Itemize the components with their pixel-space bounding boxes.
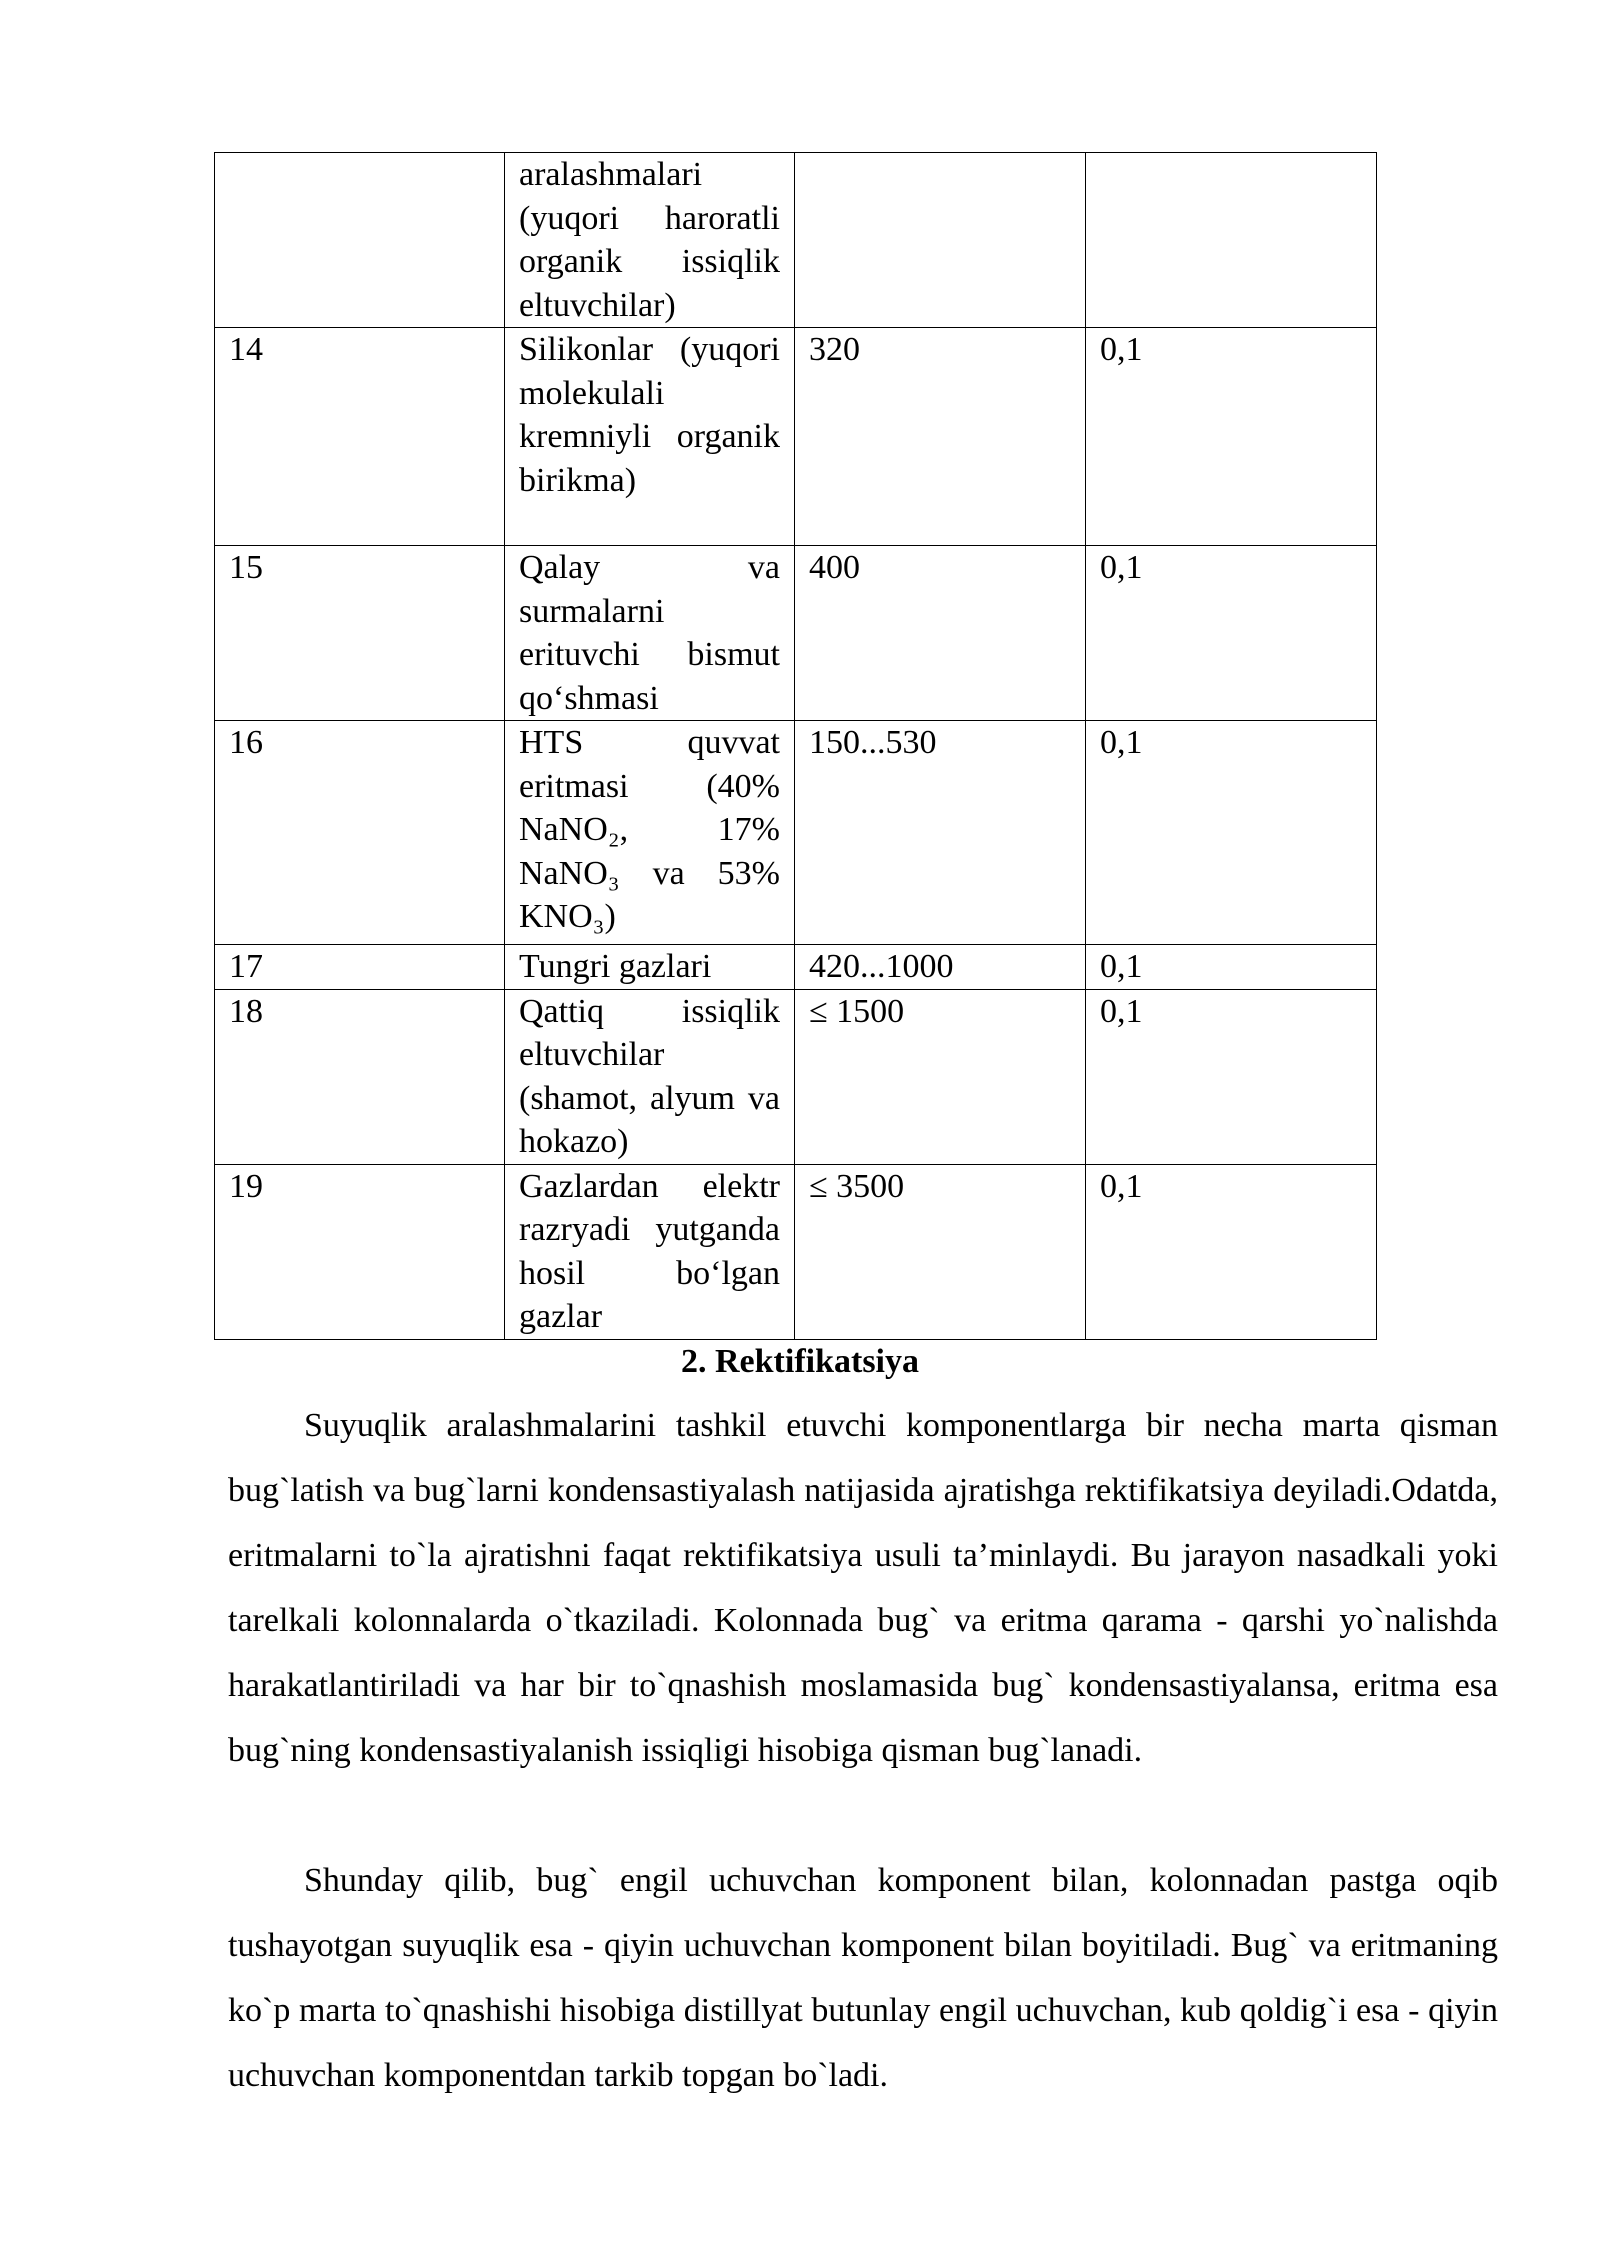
cell-pressure	[1086, 153, 1377, 328]
cell-substance-text: HTS quvvat eritmasi (40% NaNO₂, 17% NaNO₃ va 53% KNO₃)	[519, 724, 780, 935]
cell-number: 15	[215, 546, 505, 721]
cell-number: 18	[215, 989, 505, 1164]
cell-substance	[505, 721, 795, 945]
cell-pressure: 0,1	[1086, 328, 1377, 546]
heat-carrier-table	[214, 152, 1377, 1340]
cell-temperature	[795, 153, 1086, 328]
body-paragraph: Suyuqlik aralashmalarini tashkil etuvchi komponentlarga bir necha marta qisman bug`latish va bug`larni kondensastiyalash natijasida ajratishga rektifikatsiya deyiladi.Odatda, eritmalarni to`la ajratishni faqat rektifikatsiya usuli ta’minlaydi. Bu jarayon nasadkali yoki tarelkali kolonnalarda o`tkaziladi. Kolonnada bug` va eritma qarama - qarshi yo`nalishda harakatlantiriladi va har bir to`qnashish moslamasida bug` kondensastiyalansa, eritma esa bug`ning kondensastiyalanish issiqligi hisobiga qisman bug`lanadi.	[228, 1407, 1498, 1769]
table-row	[215, 721, 1377, 945]
cell-substance	[505, 546, 795, 721]
cell-pressure: 0,1	[1086, 1164, 1377, 1339]
cell-temperature: ≤ 3500	[795, 1164, 1086, 1339]
cell-substance	[505, 1164, 795, 1339]
table-row	[215, 1164, 1377, 1339]
body-paragraph: Shunday qilib, bug` engil uchuvchan komponent bilan, kolonnadan pastga oqib tushayotgan suyuqlik esa - qiyin uchuvchan komponent bilan boyitiladi. Bug` va eritmaning ko`p marta to`qnashishi hisobiga distillyat butunlay engil uchuvchan, kub qoldig`i esa - qiyin uchuvchan komponentdan tarkib topgan bo`ladi.	[228, 1862, 1498, 2094]
cell-number: 17	[215, 945, 505, 990]
cell-pressure: 0,1	[1086, 989, 1377, 1164]
cell-number: 14	[215, 328, 505, 546]
table-row	[215, 546, 1377, 721]
cell-substance-text: Tungri gazlari	[519, 948, 712, 985]
cell-number	[215, 153, 505, 328]
cell-number: 19	[215, 1164, 505, 1339]
cell-pressure: 0,1	[1086, 546, 1377, 721]
cell-substance-text: Qattiq issiqlik eltuvchilar (shamot, alyum va hokazo)	[519, 992, 780, 1160]
cell-temperature: 420...1000	[795, 945, 1086, 990]
cell-temperature: 400	[795, 546, 1086, 721]
cell-substance-text: Gazlardan elektr razryadi yutganda hosil bo‘lgan gazlar	[519, 1167, 780, 1335]
table-row	[215, 153, 1377, 328]
table-row	[215, 328, 1377, 546]
cell-substance	[505, 989, 795, 1164]
cell-substance-text: aralashmalari (yuqori haroratli organik issiqlik eltuvchilar)	[519, 156, 780, 324]
cell-substance-text: Qalay va surmalarni erituvchi bismut qo‘shmasi	[519, 549, 780, 717]
cell-substance-text: Silikonlar (yuqori molekulali kremniyli organik birikma)	[519, 331, 780, 499]
cell-pressure: 0,1	[1086, 721, 1377, 945]
cell-temperature: 320	[795, 328, 1086, 546]
table-row	[215, 989, 1377, 1164]
cell-substance	[505, 328, 795, 546]
table-row	[215, 945, 1377, 990]
cell-pressure: 0,1	[1086, 945, 1377, 990]
cell-substance	[505, 153, 795, 328]
cell-substance	[505, 945, 795, 990]
cell-number: 16	[215, 721, 505, 945]
section-heading: 2. Rektifikatsiya	[681, 1343, 919, 1380]
cell-temperature: ≤ 1500	[795, 989, 1086, 1164]
cell-temperature: 150...530	[795, 721, 1086, 945]
